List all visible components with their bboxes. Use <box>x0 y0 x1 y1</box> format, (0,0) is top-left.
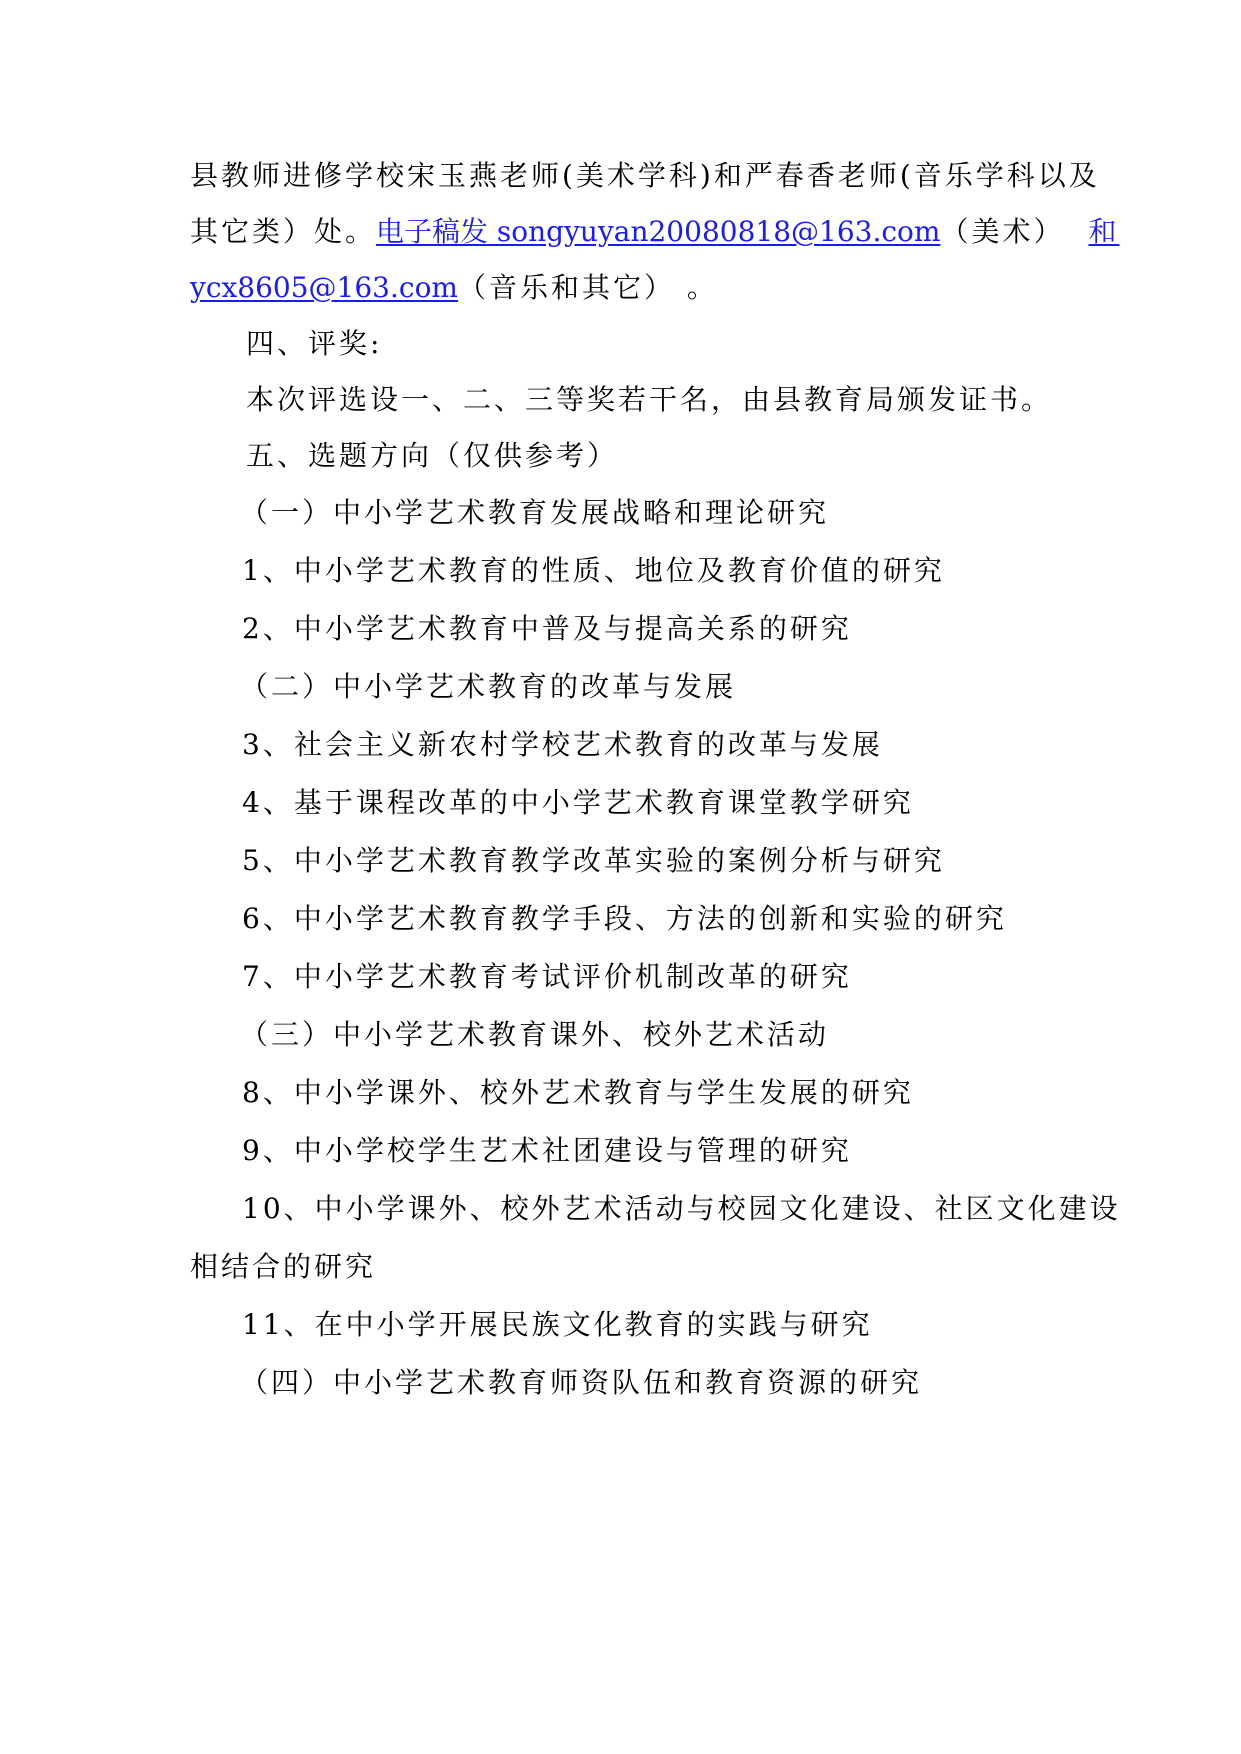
section-heading <box>246 324 382 364</box>
paragraph-line <box>190 156 1100 196</box>
list-item <box>242 899 1007 939</box>
list-item <box>242 1189 1121 1229</box>
group-3-title: （三）中小学艺术教育课外、校外艺术活动 <box>240 1018 830 1051</box>
paragraph-line <box>190 212 1119 252</box>
paragraph-line <box>190 268 718 308</box>
section-heading <box>246 436 618 476</box>
list-item-continuation <box>190 1247 376 1287</box>
body-text: 县教师进修学校宋玉燕老师(美术学科)和严春香老师(音乐学科以及 <box>190 159 1100 192</box>
body-text: （美术） <box>940 215 1065 248</box>
body-text: （音乐和其它） 。 <box>457 271 718 304</box>
topic-item: 1、中小学艺术教育的性质、地位及教育价值的研究 <box>242 554 945 587</box>
email-link-art[interactable]: 电子稿发 songyuyan20080818@163.com <box>376 215 941 248</box>
list-item <box>242 783 914 823</box>
email-link-music[interactable]: ycx8605@163.com <box>190 271 458 304</box>
group-1-title: （一）中小学艺术教育发展战略和理论研究 <box>240 496 830 529</box>
group-2-title: （二）中小学艺术教育的改革与发展 <box>240 670 737 703</box>
group-heading <box>240 493 829 533</box>
list-item <box>242 551 945 591</box>
topic-item: 2、中小学艺术教育中普及与提高关系的研究 <box>242 612 852 645</box>
body-text: 其它类）处。 <box>190 215 377 248</box>
topic-item: 3、社会主义新农村学校艺术教育的改革与发展 <box>242 728 883 761</box>
award-text: 本次评选设一、二、三等奖若干名，由县教育局颁发证书。 <box>246 383 1053 416</box>
paragraph-line <box>246 380 1052 420</box>
topic-item: 10、中小学课外、校外艺术活动与校园文化建设、社区文化建设 <box>242 1192 1121 1225</box>
group-heading <box>240 1363 922 1403</box>
topic-item: 7、中小学艺术教育考试评价机制改革的研究 <box>242 960 852 993</box>
list-item <box>242 725 883 765</box>
topic-item: 4、基于课程改革的中小学艺术教育课堂教学研究 <box>242 786 914 819</box>
section-4-title: 四、评奖: <box>246 327 383 360</box>
list-item <box>242 1305 873 1345</box>
list-item <box>242 957 852 997</box>
list-item <box>242 609 852 649</box>
list-item <box>242 1073 914 1113</box>
list-item <box>242 841 945 881</box>
list-item <box>242 1131 852 1171</box>
and-link[interactable]: 和 <box>1088 215 1120 248</box>
topic-item: 11、在中小学开展民族文化教育的实践与研究 <box>242 1308 873 1341</box>
group-heading <box>240 667 736 707</box>
topic-item: 相结合的研究 <box>190 1250 377 1283</box>
group-heading <box>240 1015 829 1055</box>
group-4-title: （四）中小学艺术教育师资队伍和教育资源的研究 <box>240 1366 923 1399</box>
topic-item: 5、中小学艺术教育教学改革实验的案例分析与研究 <box>242 844 945 877</box>
topic-item: 8、中小学课外、校外艺术教育与学生发展的研究 <box>242 1076 914 1109</box>
topic-item: 9、中小学校学生艺术社团建设与管理的研究 <box>242 1134 852 1167</box>
topic-item: 6、中小学艺术教育教学手段、方法的创新和实验的研究 <box>242 902 1007 935</box>
section-5-title: 五、选题方向（仅供参考） <box>246 439 619 472</box>
